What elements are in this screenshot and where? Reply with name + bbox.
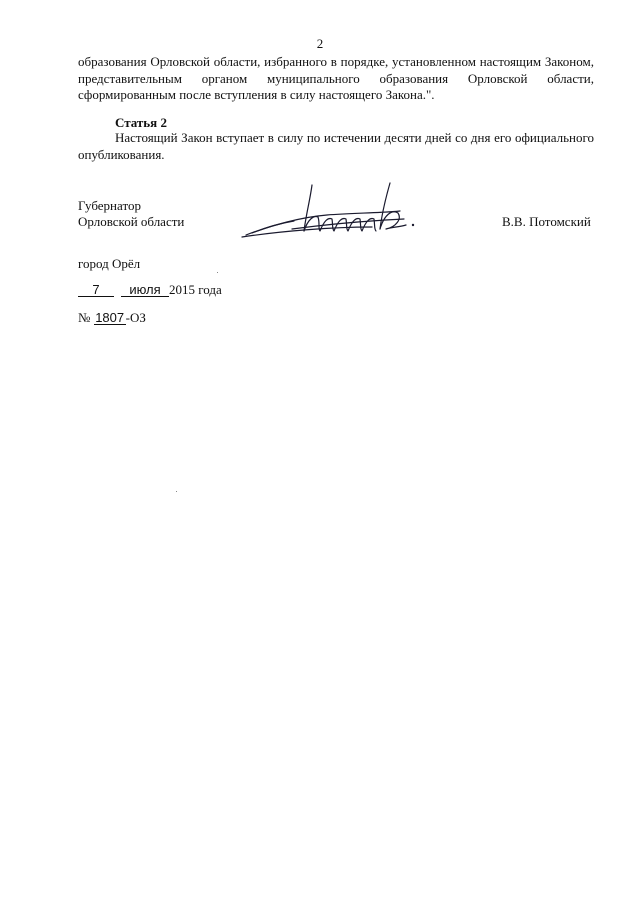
date-month: июля bbox=[121, 283, 169, 297]
law-number-suffix: -ОЗ bbox=[125, 310, 146, 325]
law-number-sign: № bbox=[78, 310, 91, 325]
continuation-paragraph bbox=[78, 54, 594, 104]
article-2-line-1: Настоящий Закон вступает в силу по истечении десяти дней со дня его официального bbox=[115, 130, 594, 145]
signer-position-line-1: Губернатор bbox=[78, 198, 141, 213]
signing-date bbox=[78, 282, 222, 298]
page-number: 2 bbox=[316, 36, 324, 51]
continuation-line-3: сформированным после вступления в силу настоящего Закона.". bbox=[78, 87, 435, 102]
article-2-paragraph bbox=[78, 130, 594, 163]
continuation-line-1: образования Орловской области, избранного в порядке, установленном настоящим Законом, bbox=[78, 54, 594, 69]
article-2-title: Статья 2 bbox=[115, 115, 167, 130]
date-year: 2015 года bbox=[169, 282, 222, 297]
article-2-line-2: опубликования. bbox=[78, 146, 165, 162]
signing-place: город Орёл bbox=[78, 256, 141, 271]
handwritten-signature bbox=[232, 175, 422, 245]
law-number-value: 1807 bbox=[95, 310, 125, 325]
continuation-line-2: представительным органом муниципального образования Орловской области, bbox=[78, 70, 594, 86]
law-number bbox=[78, 310, 146, 326]
signer-name: В.В. Потомский bbox=[502, 214, 591, 229]
scan-speck bbox=[217, 272, 218, 273]
date-day: 7 bbox=[78, 283, 114, 297]
scan-speck bbox=[176, 491, 177, 492]
signer-position-line-2: Орловской области bbox=[78, 214, 185, 229]
